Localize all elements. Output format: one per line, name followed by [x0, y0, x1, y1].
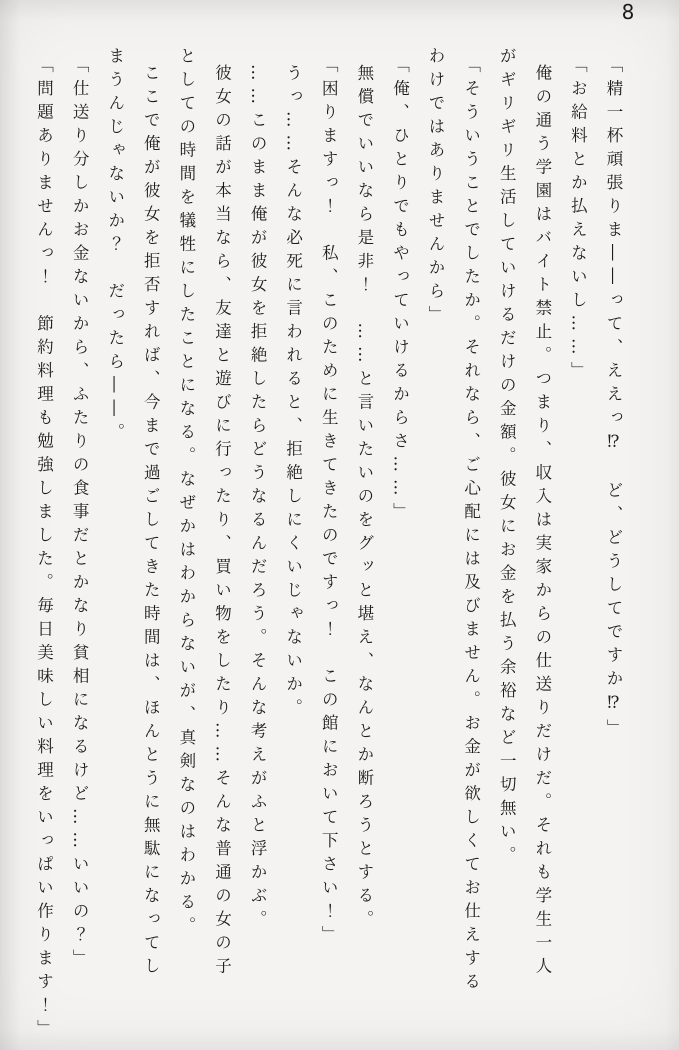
text-column-2: 「お給料とか払えないし……」 [568, 56, 588, 385]
text-column-1: 「精一杯頑張りま――って、ええっ⁉ ど、どうしてですか⁉」 [604, 56, 623, 743]
text-column-16: 「仕送り分しかお金ないから、ふたりの食事だとかなり貧相になるけど……いいの？」 [70, 56, 90, 973]
text-column-11: ……このまま俺が彼女を拒絶したらどうなるんだろう。そんな考えがふと浮かぶ。 [248, 64, 268, 934]
text-column-12: 彼女の話が本当なら、友達と遊びに行ったり、買い物をしたり……そんな普通の女の子 [212, 64, 232, 981]
text-column-15: まうんじゃないか？ だったら――。 [105, 47, 125, 447]
text-column-7: 「俺、ひとりでもやっていけるからさ……」 [390, 56, 410, 526]
text-column-13: としての時間を犠牲にしたことになる。なぜかはわからないが、真剣なのはわかる。 [176, 47, 196, 940]
novel-text-block [26, 47, 631, 1042]
text-column-3: 俺の通う学園はバイト禁止。つまり、収入は実家からの仕送りだけだ。それも学生一人 [532, 64, 552, 981]
text-column-5: 「そういうことでしたか。それなら、ご心配には及びません。お金が欲しくてお仕えする [461, 56, 481, 996]
text-column-10: うっ……そんな必死に言われると、拒絶しにくいじゃないか。 [283, 64, 303, 722]
text-column-17: 「問題ありませんっ！ 節約料理も勉強しました。毎日美味しい料理をいっぱい作ります！」 [34, 56, 54, 1043]
text-column-14: ここで俺が彼女を拒否すれば、今まで過ごしてきた時間は、ほんとうに無駄になってし [141, 64, 161, 981]
text-column-4: がギリギリ生活していけるだけの金額。彼女にお金を払う余裕など一切無い。 [497, 47, 517, 870]
page-number: 8 [621, 0, 635, 24]
text-column-8: 無償でいいなら是非！ ……と言いたいのをグッと堪え、なんとか断ろうとする。 [354, 64, 374, 934]
text-column-6: わけではありませんから」 [426, 47, 446, 329]
text-column-9: 「困りますっ！ 私、このために生きてきたのですっ！ この館において下さい！」 [319, 56, 339, 949]
